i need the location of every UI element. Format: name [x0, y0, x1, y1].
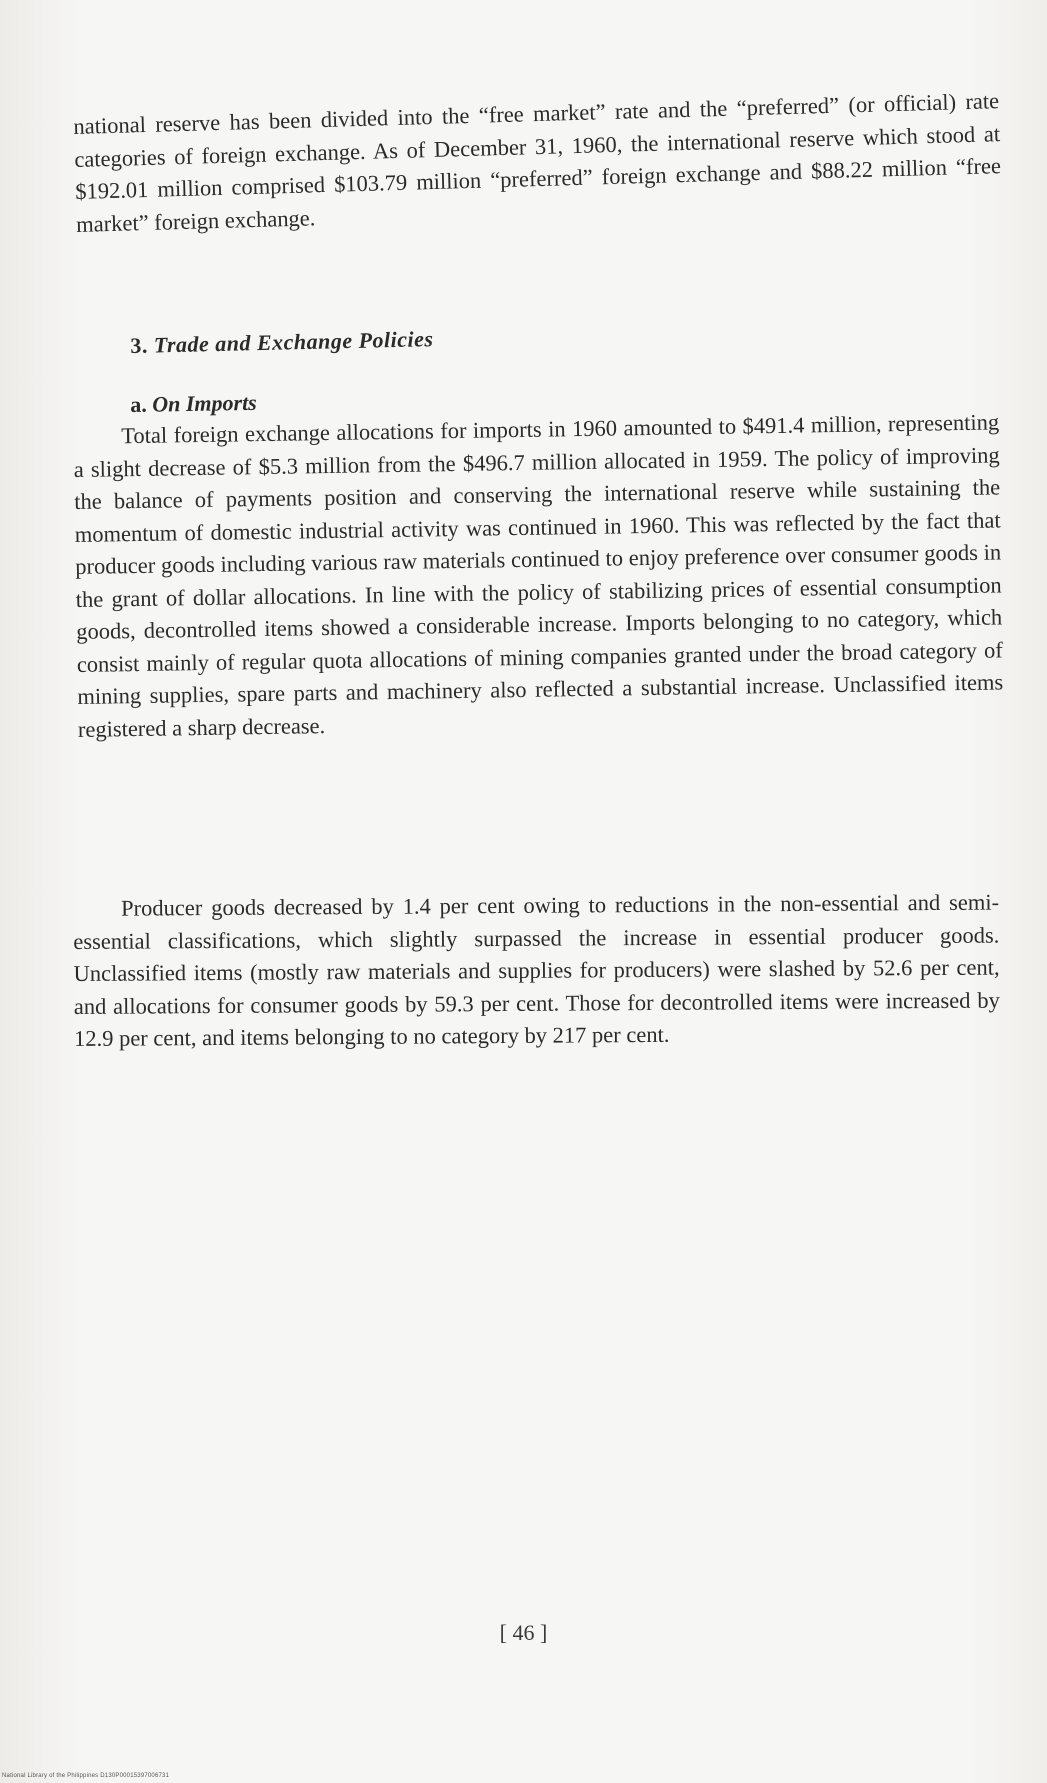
imports-paragraph: Total foreign exchange allocations for imports in 1960 amounted to $491.4 million, representing a slight decrease of $5.3 million from the $496.7 million allocated in 1959. The policy of improving the balance of payments position and conserving the international reserve while sustaining the momentum of domestic industrial activity was continued in 1960. This was reflected by the fact that producer goods including various raw materials continued to enjoy preference over consumer goods in the grant of dollar allocations. In line with the policy of stabilizing prices of essential consumption goods, decontrolled items showed a considerable increase. Imports belonging to no category, which consist mainly of regular quota allocations of mining companies granted under the broad category of mining supplies, spare parts and machinery also reflected a substantial increase. Unclassified items registered a sharp decrease. [73, 409, 1004, 742]
sub-heading-title: On Imports [151, 389, 257, 417]
intro-paragraph: national reserve has been divided into the “free market” rate and the “preferred” (or official) rate categories of foreign exchange. As of December 31, 1960, the international reserve which stood at $192.01 million comprised $103.79 million “preferred” foreign exchange and $88.22 million “free market” foreign exchange. [73, 88, 1002, 237]
producer-paragraph-block [73, 887, 1000, 1056]
section-heading [130, 326, 434, 359]
imports-paragraph-block [73, 406, 1004, 746]
sub-heading [130, 390, 257, 418]
intro-paragraph-block [73, 85, 1002, 241]
section-heading-number: 3. [130, 332, 149, 358]
producer-paragraph: Producer goods decreased by 1.4 per cent owing to reductions in the non-essential and semi-essential classifications, which slightly surpassed the increase in essential producer goods. Unclassified items (mostly raw materials and supplies for producers) were slashed by 52.6 per cent, and allocations for consumer goods by 59.3 per cent. Those for decontrolled items were increased by 12.9 per cent, and items belonging to no category by 217 per cent. [73, 889, 1000, 1051]
section-heading-title: Trade and Exchange Policies [153, 326, 434, 358]
page-number: [ 46 ] [499, 1620, 548, 1645]
sub-heading-letter: a. [130, 391, 147, 417]
library-footer-stamp: National Library of the Philippines D130P00015397006731 [2, 1773, 170, 1779]
